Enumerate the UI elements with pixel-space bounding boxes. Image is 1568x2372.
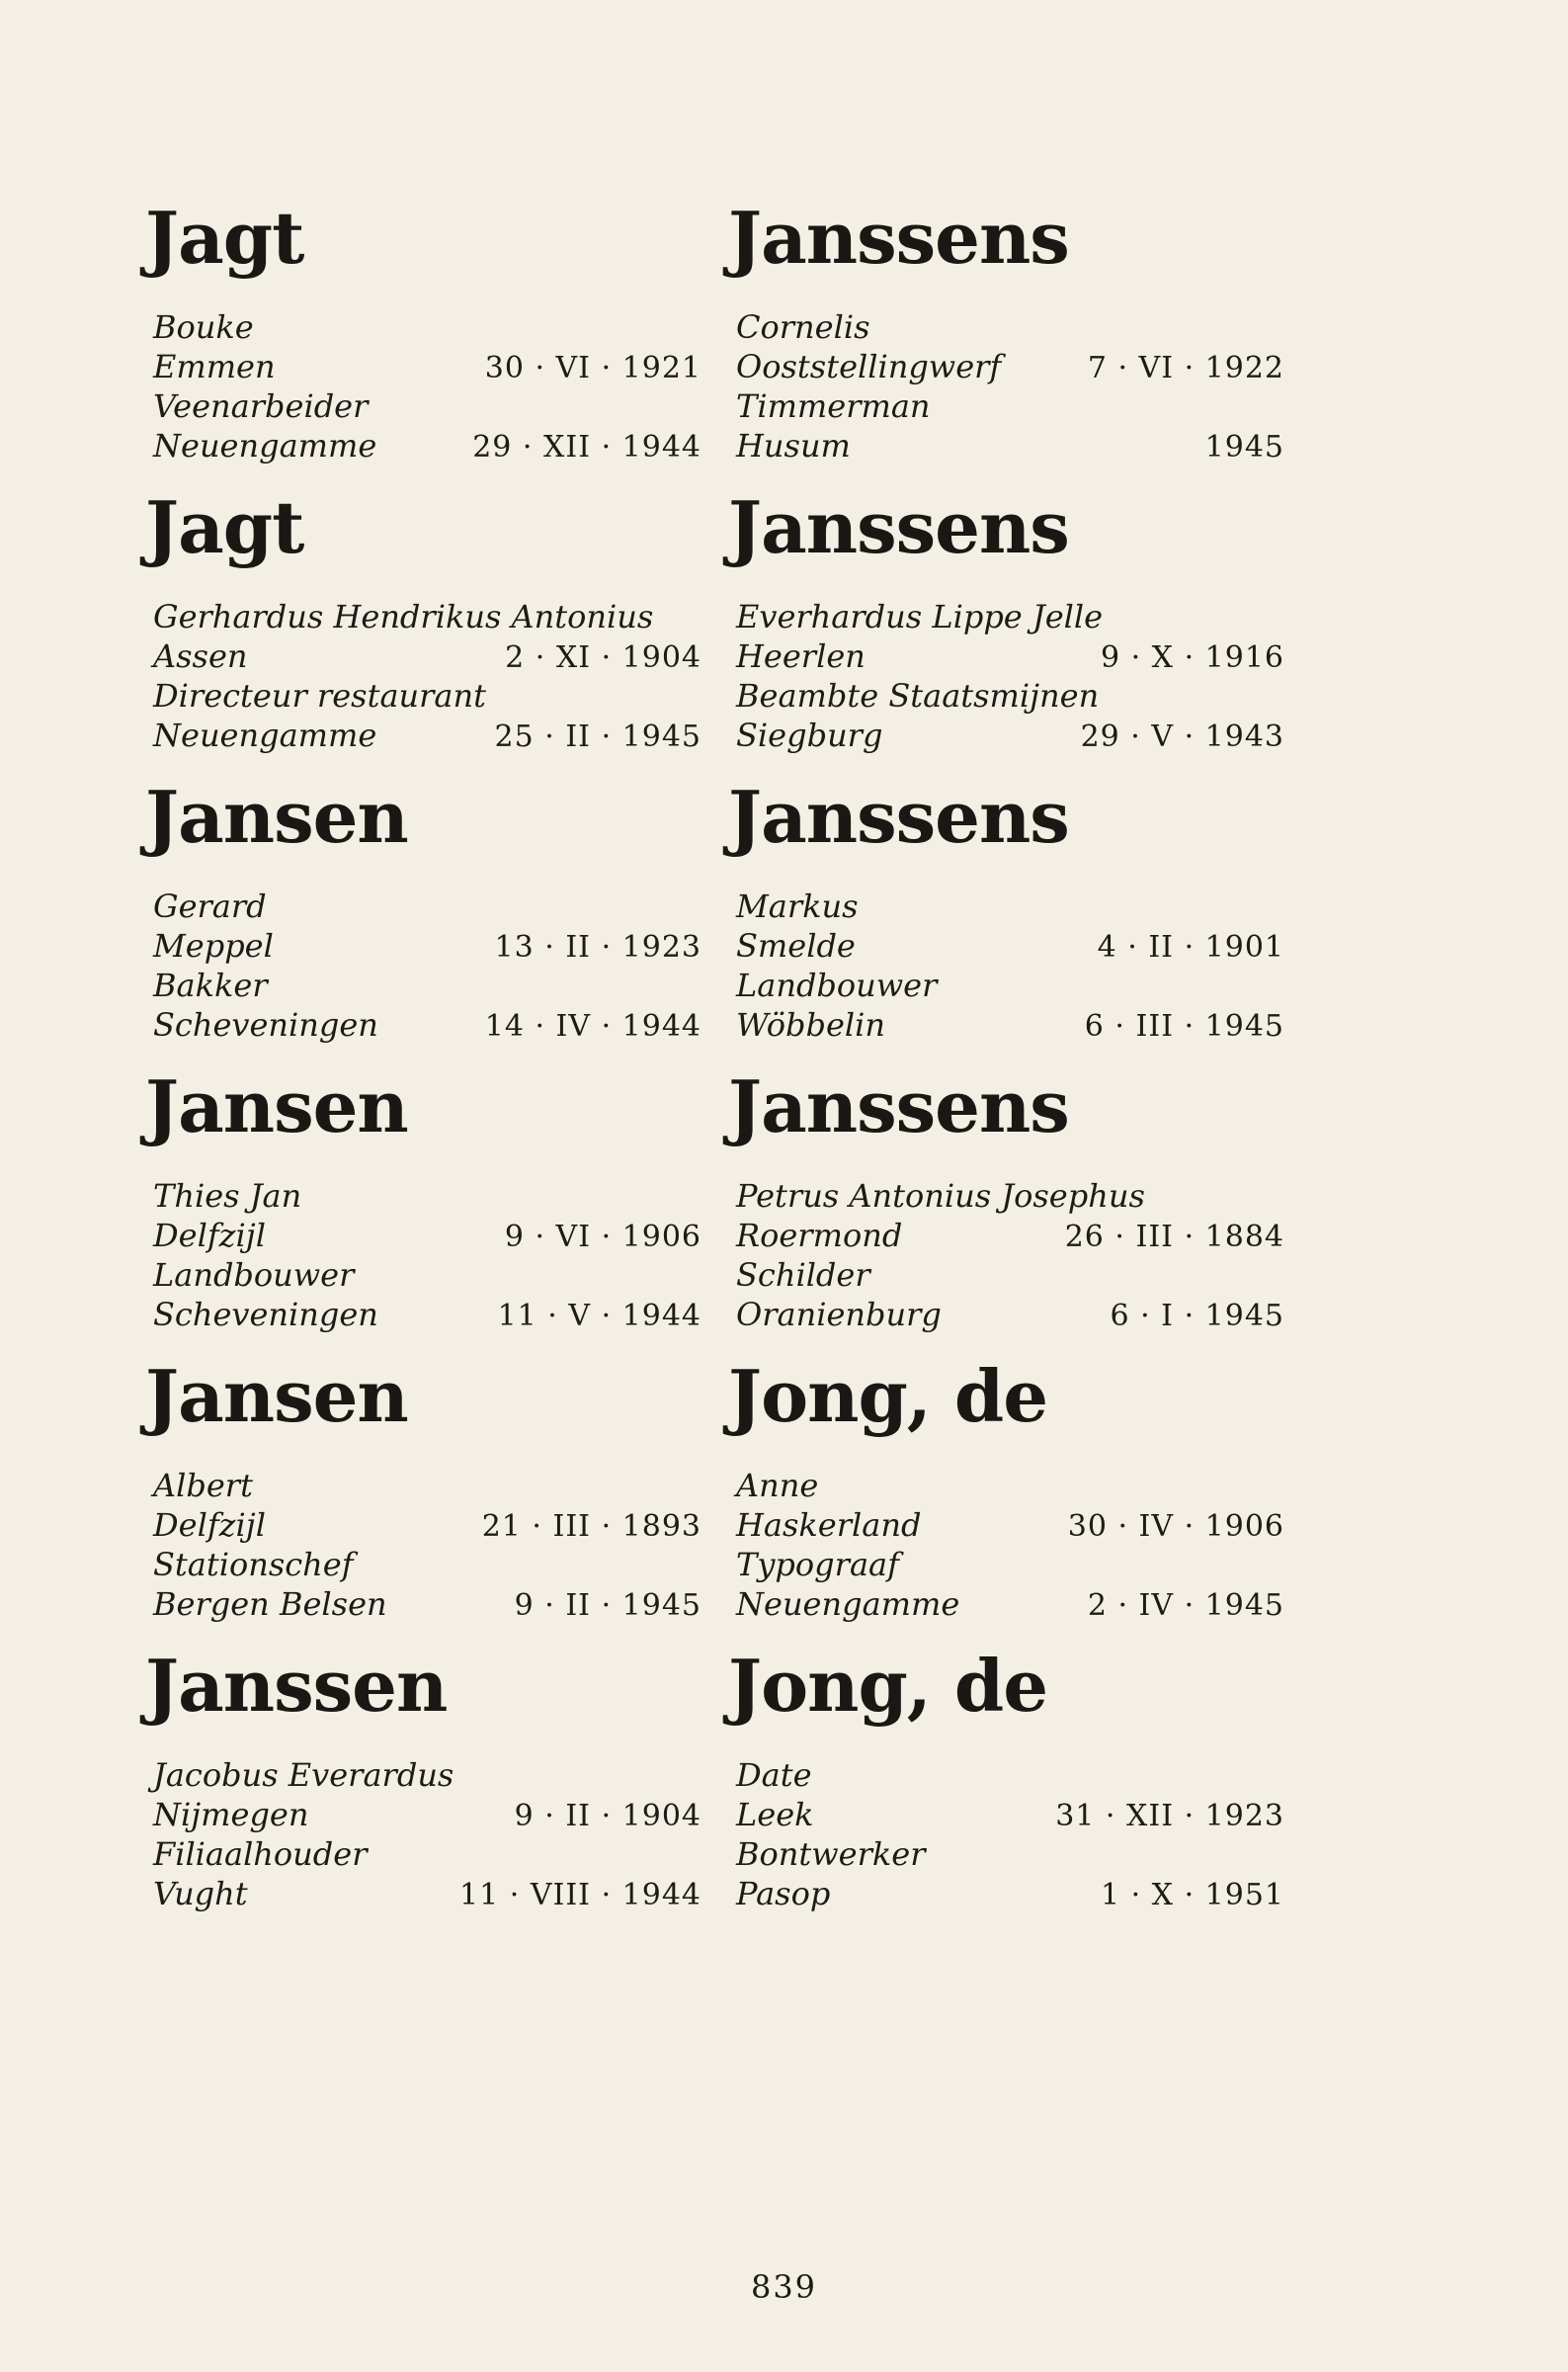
entry-line — [736, 597, 1284, 636]
entry-label: Scheveningen — [153, 1296, 378, 1333]
entry-label: Directeur restaurant — [153, 677, 486, 715]
entry-date: 30 · VI · 1921 — [484, 351, 701, 385]
surname: Janssen — [145, 1644, 448, 1728]
entry-label: Veenarbeider — [153, 387, 369, 425]
entry-date: 29 · XII · 1944 — [472, 430, 701, 465]
entry-date: 9 · II · 1904 — [514, 1799, 701, 1833]
entry-label: Thies Jan — [153, 1177, 302, 1215]
entry-line — [736, 307, 1284, 347]
entry-line — [736, 1834, 1284, 1874]
right-column — [728, 196, 1284, 1940]
entry-label: Oranienburg — [736, 1296, 942, 1333]
entry-line — [153, 1295, 701, 1334]
entry-date: 21 · III · 1893 — [481, 1509, 701, 1544]
entry-line — [153, 386, 701, 426]
entry-label: Siegburg — [736, 717, 883, 754]
entry-line — [736, 966, 1284, 1005]
entry-line — [736, 1795, 1284, 1834]
entry-line — [736, 347, 1284, 386]
entry-line — [153, 1584, 701, 1624]
entry-label: Gerhardus Hendrikus Antonius — [153, 598, 654, 635]
page-number: 839 — [750, 2268, 818, 2306]
entry-date: 9 · X · 1916 — [1100, 640, 1284, 675]
entry-line — [736, 1216, 1284, 1255]
entry-label: Beambte Staatsmijnen — [736, 677, 1100, 715]
entry-line — [153, 1795, 701, 1834]
entry-date: 1945 — [1204, 430, 1284, 465]
surname: Janssens — [728, 196, 1069, 280]
entry-label: Smelde — [736, 927, 856, 965]
entry-line — [153, 307, 701, 347]
entry-line — [736, 1545, 1284, 1584]
entry-date: 9 · II · 1945 — [514, 1588, 701, 1623]
name-entry — [145, 775, 701, 1071]
name-entry — [145, 196, 701, 492]
entry-date: 30 · IV · 1906 — [1067, 1509, 1284, 1544]
entry-line — [153, 347, 701, 386]
entry-date: 14 · IV · 1944 — [484, 1009, 701, 1044]
entry-line — [736, 1005, 1284, 1045]
entry-label: Typograaf — [736, 1546, 899, 1583]
entry-label: Delfzijl — [153, 1217, 266, 1254]
entry-date: 7 · VI · 1922 — [1087, 351, 1284, 385]
name-entry — [728, 196, 1284, 492]
entry-label: Bergen Belsen — [153, 1585, 387, 1623]
entry-label: Haskerland — [736, 1506, 922, 1544]
name-entry — [728, 775, 1284, 1071]
entry-line — [153, 426, 701, 466]
entry-line — [153, 1505, 701, 1545]
entry-line — [153, 887, 701, 926]
entry-line — [736, 887, 1284, 926]
entry-line — [153, 1755, 701, 1795]
name-entry — [145, 1354, 701, 1651]
entry-label: Bouke — [153, 308, 254, 346]
surname: Janssens — [728, 485, 1069, 569]
entry-label: Nijmegen — [153, 1796, 309, 1833]
entry-label: Jacobus Everardus — [153, 1756, 454, 1794]
entry-label: Bakker — [153, 967, 268, 1004]
entry-line — [153, 676, 701, 716]
entry-date: 9 · VI · 1906 — [504, 1220, 701, 1254]
entry-line — [153, 966, 701, 1005]
entry-label: Gerard — [153, 888, 267, 925]
entry-line — [153, 926, 701, 966]
entry-label: Neuengamme — [153, 427, 377, 465]
surname: Jagt — [145, 485, 304, 569]
entry-label: Stationschef — [153, 1546, 354, 1583]
entry-line — [736, 1176, 1284, 1216]
surname: Jong, de — [728, 1354, 1048, 1438]
entry-label: Delfzijl — [153, 1506, 266, 1544]
entry-label: Landbouwer — [153, 1256, 355, 1294]
entry-line — [153, 1466, 701, 1505]
entry-label: Albert — [153, 1467, 253, 1504]
entry-label: Assen — [153, 637, 248, 675]
entry-label: Schilder — [736, 1256, 870, 1294]
entry-label: Bontwerker — [736, 1835, 926, 1873]
entry-date: 11 · VIII · 1944 — [459, 1878, 701, 1912]
entry-line — [736, 1505, 1284, 1545]
entry-label: Markus — [736, 888, 859, 925]
entry-line — [153, 1834, 701, 1874]
entry-label: Landbouwer — [736, 967, 938, 1004]
surname: Jansen — [145, 1354, 408, 1438]
entry-label: Vught — [153, 1875, 248, 1912]
surname: Jong, de — [728, 1644, 1048, 1728]
entry-line — [736, 1755, 1284, 1795]
entry-label: Cornelis — [736, 308, 870, 346]
entry-date: 1 · X · 1951 — [1100, 1878, 1284, 1912]
entry-line — [153, 597, 701, 636]
surname: Janssens — [728, 1064, 1069, 1148]
entry-date: 2 · IV · 1945 — [1087, 1588, 1284, 1623]
entry-date: 6 · III · 1945 — [1084, 1009, 1284, 1044]
entry-label: Heerlen — [736, 637, 866, 675]
entry-line — [153, 1005, 701, 1045]
entry-label: Ooststellingwerf — [736, 348, 1002, 385]
entry-label: Meppel — [153, 927, 274, 965]
entry-line — [736, 676, 1284, 716]
entry-date: 4 · II · 1901 — [1097, 930, 1284, 965]
surname: Jansen — [145, 1064, 408, 1148]
entry-date: 11 · V · 1944 — [497, 1299, 701, 1333]
name-entry — [145, 1064, 701, 1361]
entry-label: Petrus Antonius Josephus — [736, 1177, 1145, 1215]
entry-line — [736, 426, 1284, 466]
entry-label: Anne — [736, 1467, 819, 1504]
entry-label: Wöbbelin — [736, 1006, 885, 1044]
entry-label: Filiaalhouder — [153, 1835, 368, 1873]
entry-line — [736, 1874, 1284, 1913]
entry-date: 26 · III · 1884 — [1064, 1220, 1284, 1254]
entry-date: 29 · V · 1943 — [1080, 720, 1284, 754]
entry-line — [153, 716, 701, 755]
entry-line — [153, 1176, 701, 1216]
entry-label: Everhardus Lippe Jelle — [736, 598, 1104, 635]
name-entry — [728, 1064, 1284, 1361]
entry-date: 2 · XI · 1904 — [505, 640, 701, 675]
entry-line — [153, 1874, 701, 1913]
name-entry — [728, 1354, 1284, 1651]
entry-line — [736, 1255, 1284, 1295]
entry-line — [736, 716, 1284, 755]
entry-line — [736, 926, 1284, 966]
entry-line — [736, 1584, 1284, 1624]
entry-date: 13 · II · 1923 — [494, 930, 701, 965]
entry-label: Neuengamme — [736, 1585, 960, 1623]
name-entry — [728, 485, 1284, 782]
entry-label: Roermond — [736, 1217, 903, 1254]
entry-label: Neuengamme — [153, 717, 377, 754]
entry-label: Leek — [736, 1796, 814, 1833]
entry-label: Date — [736, 1756, 812, 1794]
surname: Jagt — [145, 196, 304, 280]
entry-label: Scheveningen — [153, 1006, 378, 1044]
entry-line — [153, 1255, 701, 1295]
left-column — [145, 196, 701, 1940]
surname: Janssens — [728, 775, 1069, 859]
entry-date: 6 · I · 1945 — [1110, 1299, 1284, 1333]
name-entry — [145, 1644, 701, 1940]
entry-line — [153, 1545, 701, 1584]
entry-date: 31 · XII · 1923 — [1055, 1799, 1284, 1833]
entry-line — [736, 1295, 1284, 1334]
name-entry — [145, 485, 701, 782]
name-entry — [728, 1644, 1284, 1940]
entry-line — [736, 386, 1284, 426]
entry-line — [153, 1216, 701, 1255]
entry-line — [153, 636, 701, 676]
entry-label: Emmen — [153, 348, 276, 385]
entry-label: Timmerman — [736, 387, 931, 425]
entry-label: Husum — [736, 427, 851, 465]
entry-label: Pasop — [736, 1875, 831, 1912]
entry-line — [736, 1466, 1284, 1505]
surname: Jansen — [145, 775, 408, 859]
entry-date: 25 · II · 1945 — [494, 720, 701, 754]
entry-line — [736, 636, 1284, 676]
